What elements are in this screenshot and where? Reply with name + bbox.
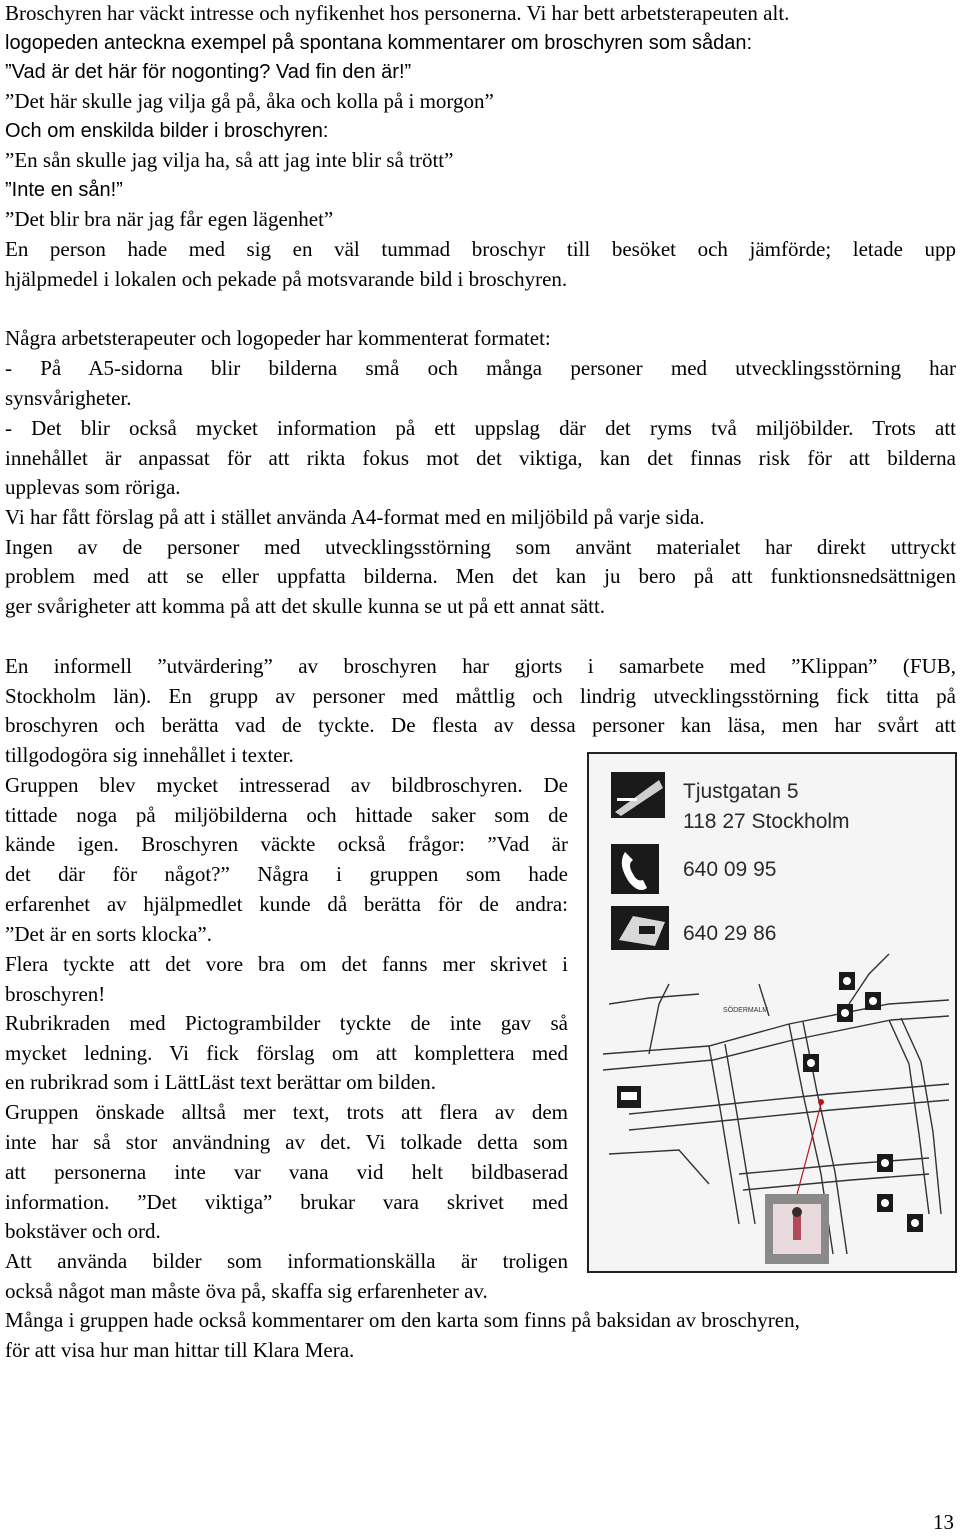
map-district-label: SÖDERMALM xyxy=(723,1007,769,1014)
text-line: broschyren och berätta vad de tyckte. De flesta av dessa personer kan läsa, men har svårt att xyxy=(5,713,956,737)
text-line: Några arbetsterapeuter och logopeder har kommenterat formatet: xyxy=(5,326,551,350)
text-line: ”Det här skulle jag vilja gå på, åka och kolla på i morgon” xyxy=(5,89,494,113)
text-line: - På A5-sidorna blir bilderna små och många personer med utvecklingsstörning har xyxy=(5,356,956,380)
text-line: - Det blir också mycket information på ett uppslag där det ryms två miljöbilder. Trots att xyxy=(5,416,956,440)
text-line: Många i gruppen hade också kommentarer om den karta som finns på baksidan av broschyren, xyxy=(5,1308,800,1332)
text-line: för att visa hur man hittar till Klara Mera. xyxy=(5,1338,355,1362)
page-number: 13 xyxy=(933,1510,954,1534)
text-line: Stockholm län). En grupp av personer med måttlig och lindrig utvecklingsstörning fick titta på xyxy=(5,684,956,708)
text-line: kände igen. Broschyren väckte också frågor: ”Vad är xyxy=(5,832,568,856)
text-line: Att använda bilder som informationskälla är troligen xyxy=(5,1249,568,1273)
fax-number: 640 29 86 xyxy=(683,922,777,945)
text-line: Vi har fått förslag på att i stället använda A4-format med en miljöbild på varje sida. xyxy=(5,505,705,529)
map-pictogram-markers xyxy=(617,972,923,1232)
text-line: en rubrikrad som i LättLäst text berättar om bilden. xyxy=(5,1070,436,1094)
text-line: Ingen av de personer med utvecklingsstörning som använt materialet har direkt uttryckt xyxy=(5,535,956,559)
road-icon xyxy=(611,772,665,818)
text-line: Gruppen önskade alltså mer text, trots att flera av dem xyxy=(5,1100,568,1124)
text-line: problem med att se eller uppfatta bilderna. Men det kan ju bero på att funktionsnedsättnigen xyxy=(5,564,956,588)
text-line: Gruppen blev mycket intresserad av bildbroschyren. De xyxy=(5,773,568,797)
text-line: mycket ledning. Vi fick förslag om att komplettera med xyxy=(5,1041,568,1065)
text-line: innehållet är anpassat för att rikta fokus mot det viktiga, kan det finnas risk för att bilderna xyxy=(5,446,956,470)
phone-number: 640 09 95 xyxy=(683,858,777,881)
address-line-2: 118 27 Stockholm xyxy=(683,810,850,833)
text-line: ”Inte en sån!” xyxy=(5,179,123,201)
text-line: det där för något?” Några i gruppen som hade xyxy=(5,862,568,886)
text-line: erfarenhet av hjälpmedlet kunde då berätta för de andra: xyxy=(5,892,568,916)
text-line: bokstäver och ord. xyxy=(5,1219,161,1243)
text-line: logopeden anteckna exempel på spontana kommentarer om broschyren som sådan: xyxy=(5,32,753,54)
brochure-map-figure xyxy=(587,752,957,1273)
text-line: tittade noga på miljöbilderna och hittade saker som de xyxy=(5,803,568,827)
destination-photo xyxy=(765,1194,829,1264)
phone-icon xyxy=(611,844,659,894)
text-line: information. ”Det viktiga” brukar vara skrivet med xyxy=(5,1190,568,1214)
text-line: Flera tyckte att det vore bra om det fanns mer skrivet i xyxy=(5,952,568,976)
text-line: ”Det blir bra när jag får egen lägenhet” xyxy=(5,207,334,231)
text-line: Och om enskilda bilder i broschyren: xyxy=(5,120,329,142)
text-line: hjälpmedel i lokalen och pekade på motsvarande bild i broschyren. xyxy=(5,267,568,291)
text-line: broschyren! xyxy=(5,982,106,1006)
text-line: synsvårigheter. xyxy=(5,386,132,410)
text-line: tillgodogöra sig innehållet i texter. xyxy=(5,743,294,767)
fax-icon xyxy=(611,906,669,950)
text-line: ger svårigheter att komma på att det skulle kunna se ut på ett annat sätt. xyxy=(5,594,606,618)
text-line: ”Det är en sorts klocka”. xyxy=(5,922,212,946)
text-line: Broschyren har väckt intresse och nyfikenhet hos personerna. Vi har bett arbetsterapeuten alt. xyxy=(5,1,790,25)
text-line: inte har så stor användning av det. Vi tolkade detta som xyxy=(5,1130,568,1154)
text-line: också något man måste öva på, skaffa sig erfarenheter av. xyxy=(5,1279,488,1303)
text-line: En informell ”utvärdering” av broschyren har gjorts i samarbete med ”Klippan” (FUB, xyxy=(5,654,956,678)
address-line-1: Tjustgatan 5 xyxy=(683,780,799,803)
text-line: upplevas som röriga. xyxy=(5,475,181,499)
brochure-map-illustration xyxy=(589,754,955,1271)
text-line: ”Vad är det här för nogonting? Vad fin den är!” xyxy=(5,61,412,83)
text-line: En person hade med sig en väl tummad broschyr till besöket och jämförde; letade upp xyxy=(5,237,956,261)
text-line: ”En sån skulle jag vilja ha, så att jag inte blir så trött” xyxy=(5,148,454,172)
text-line: Rubrikraden med Pictogrambilder tyckte de inte gav så xyxy=(5,1011,568,1035)
text-line: att personerna inte var vana vid helt bildbaserad xyxy=(5,1160,568,1184)
